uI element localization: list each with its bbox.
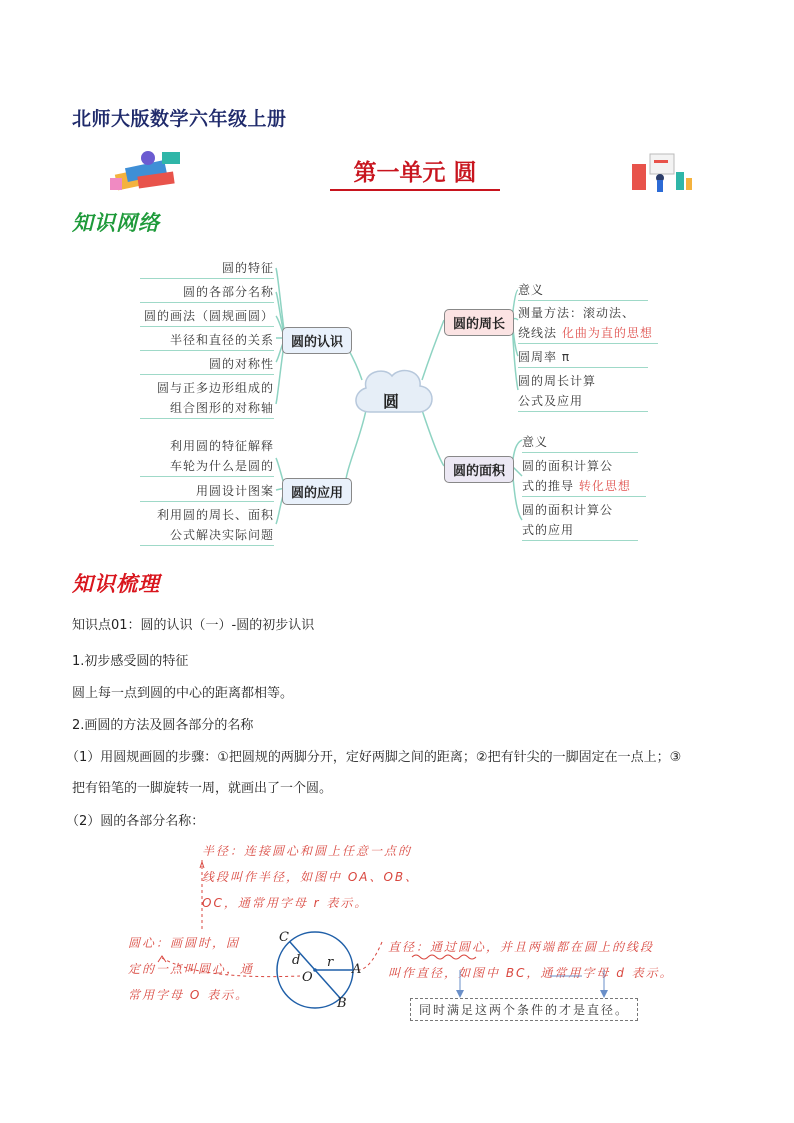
item-area-derivation-idea: 转化思想: [578, 479, 631, 493]
radius-note-line2: 线段叫作半径，如图中 OA、OB、: [202, 870, 420, 884]
item-area-derivation: [522, 456, 646, 497]
item-area-derivation-text: 式的推导: [522, 479, 575, 493]
label-r: r: [327, 955, 334, 970]
item-measure-methods-line1: 测量方法：滚动法、: [518, 306, 636, 320]
p1-text: 圆上每一点到圆的中心的距离都相等。: [72, 686, 294, 701]
item-design-pattern: 用圆设计图案: [140, 481, 274, 502]
label-d: d: [292, 953, 301, 968]
item-area-formula-line1: 圆的面积计算公: [522, 503, 614, 517]
mindmap-connectors: [0, 0, 794, 560]
branch-perimeter: 圆的周长: [444, 309, 514, 336]
item-explain-wheel-line1: 利用圆的特征解释: [169, 439, 274, 453]
label-B: B: [337, 996, 347, 1011]
center-note-line2: 定的一点叫圆心，通: [128, 962, 255, 976]
item-circle-features: 圆的特征: [140, 258, 274, 279]
item-solve-problems: [140, 505, 274, 546]
radius-note-line3: OC，通常用字母 r 表示。: [202, 896, 369, 910]
item-measure-methods-idea: 化曲为直的思想: [561, 326, 653, 340]
item-perimeter-formula-line1: 圆的周长计算: [518, 374, 597, 388]
mindmap-center: 圆: [383, 392, 400, 411]
item-area-derivation-line1: 圆的面积计算公: [522, 459, 614, 473]
branch-area: 圆的面积: [444, 456, 514, 483]
diameter-note-line2: 叫作直径，如图中 BC，通常用字母 d 表示。: [388, 966, 674, 980]
p2-heading: 2.画圆的方法及圆各部分的名称: [72, 718, 254, 733]
label-A: A: [352, 962, 362, 977]
label-C: C: [279, 930, 289, 945]
label-O: O: [302, 970, 313, 985]
item-combo-symmetry-line2: 组合图形的对称轴: [169, 401, 274, 415]
item-pi: 圆周率 π: [518, 347, 648, 368]
item-circle-part-names: 圆的各部分名称: [140, 282, 274, 303]
p2-steps-line2: 把有铅笔的一脚旋转一周，就画出了一个圆。: [72, 781, 333, 796]
unit-title: 第一单元 圆: [330, 154, 500, 191]
p2-steps-line1: （1）用圆规画圆的步骤：①把圆规的两脚分开，定好两脚之间的距离；②把有针尖的一脚固定在一点上；③: [66, 750, 682, 765]
item-explain-wheel-line2: 车轮为什么是圆的: [169, 459, 274, 473]
item-solve-problems-line2: 公式解决实际问题: [169, 528, 274, 542]
knowledge-point-title: 知识点01：圆的认识（一）-圆的初步认识: [72, 618, 315, 633]
item-circle-drawing: 圆的画法（圆规画圆）: [140, 306, 274, 327]
item-measure-methods-line2: [518, 323, 658, 343]
center-note-line3: 常用字母 O 表示。: [128, 988, 250, 1002]
item-combo-symmetry-line1: 圆与正多边形组成的: [156, 381, 274, 395]
section-knowledge-summary: 知识梳理: [72, 572, 160, 596]
item-area-derivation-line2: [522, 476, 646, 496]
item-area-meaning: 意义: [522, 432, 638, 453]
item-explain-wheel: [140, 436, 274, 477]
item-measure-methods-text: 绕线法: [518, 326, 558, 340]
radius-note-line1: 半径：连接圆心和圆上任意一点的: [202, 844, 413, 858]
item-radius-diameter: 半径和直径的关系: [140, 330, 274, 351]
item-perimeter-meaning: 意义: [518, 280, 648, 301]
doc-header-title: 北师大版数学六年级上册: [72, 108, 287, 130]
diameter-condition-box: 同时满足这两个条件的才是直径。: [410, 998, 638, 1021]
branch-recognition: 圆的认识: [282, 327, 352, 354]
diameter-note-line1: 直径：通过圆心，并且两端都在圆上的线段: [388, 940, 655, 954]
item-measure-methods: [518, 303, 658, 344]
item-area-formula-line2: 式的应用: [522, 523, 575, 537]
item-solve-problems-line1: 利用圆的周长、面积: [156, 508, 274, 522]
p1-heading: 1.初步感受圆的特征: [72, 654, 189, 669]
item-perimeter-formula-line2: 公式及应用: [518, 394, 584, 408]
circle-parts-diagram: [120, 830, 680, 1030]
item-area-formula: [522, 500, 638, 541]
center-note-line1: 圆心：画圆时，固: [128, 936, 241, 950]
item-combo-symmetry: [140, 378, 274, 419]
p2-part-names: （2）圆的各部分名称：: [66, 814, 205, 829]
section-knowledge-network: 知识网络: [72, 211, 160, 235]
item-perimeter-formula: [518, 371, 648, 412]
branch-application: 圆的应用: [282, 478, 352, 505]
item-symmetry: 圆的对称性: [140, 354, 274, 375]
